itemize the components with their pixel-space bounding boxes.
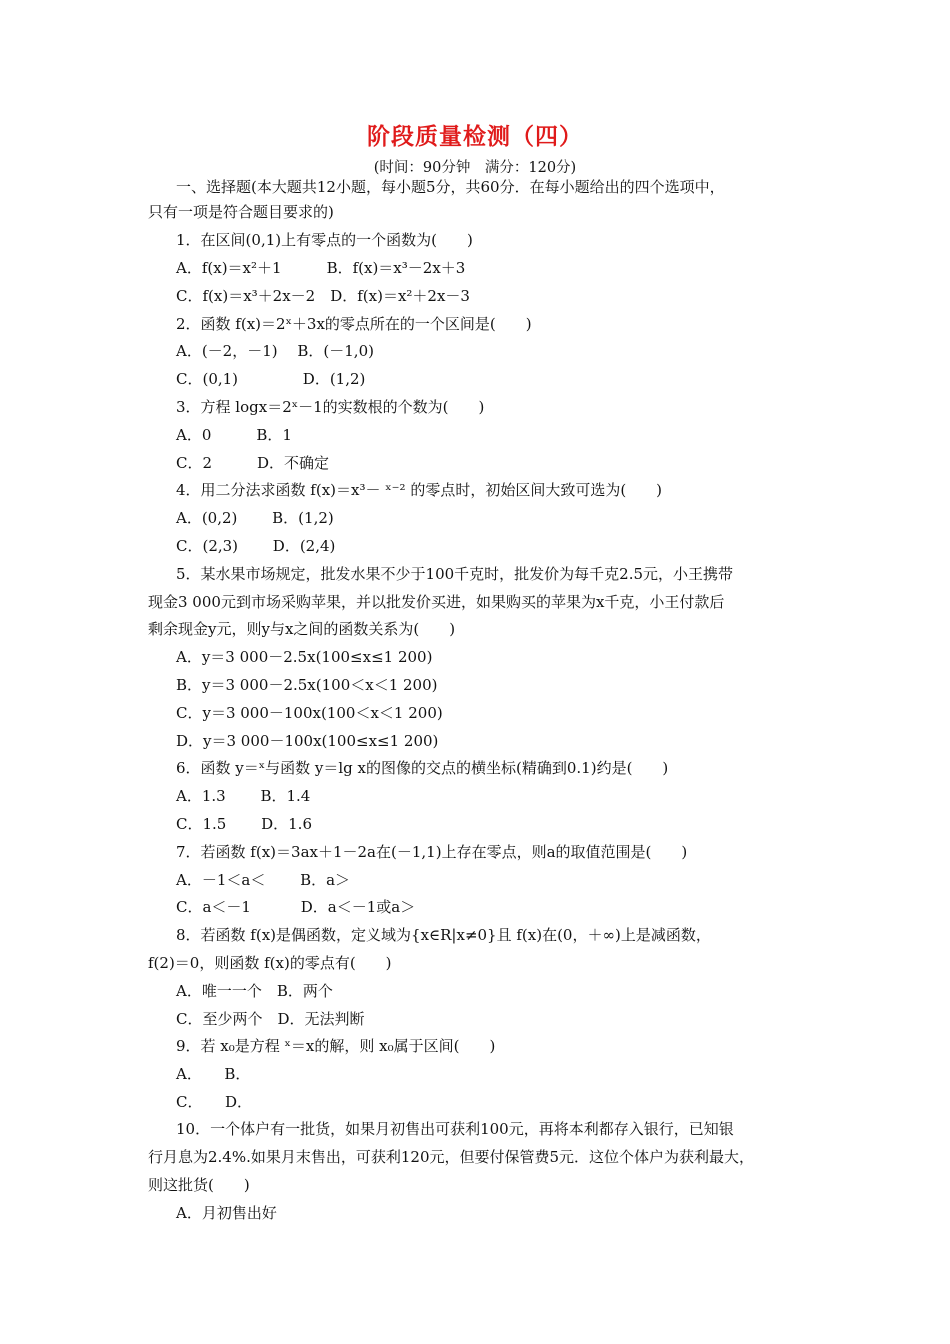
q5-option-a: A．y＝3 000－2.5x(100≤x≤1 200): [176, 648, 433, 666]
question-5: 5．某水果市场规定，批发水果不少于100千克时，批发价为每千克2.5元，小王携带: [176, 565, 734, 583]
page-title: 阶段质量检测（四）: [367, 123, 583, 150]
q1-options-cd: C．f(x)＝x³＋2x－2 D．f(x)＝x²＋2x－3: [176, 287, 470, 305]
q1-options-ab: A．f(x)＝x²＋1 B．f(x)＝x³－2x＋3: [176, 259, 466, 277]
q4-options-ab: A．(0,2) B．(1,2): [176, 509, 334, 527]
question-10: 10．一个体户有一批货，如果月初售出可获利100元，再将本利都存入银行，已知银: [176, 1120, 734, 1138]
question-2: 2．函数 f(x)＝2ˣ＋3x的零点所在的一个区间是( ): [176, 315, 532, 333]
question-5-cont-1: 现金3 000元到市场采购苹果，并以批发价买进，如果购买的苹果为x千克，小王付款后: [148, 593, 725, 611]
question-8-cont: f(2)＝0，则函数 f(x)的零点有( ): [148, 954, 392, 972]
question-7: 7．若函数 f(x)＝3ax＋1－2a在(－1,1)上存在零点，则a的取值范围是( ): [176, 843, 688, 861]
q5-option-b: B．y＝3 000－2.5x(100＜x＜1 200): [176, 676, 438, 694]
q8-options-cd: C．至少两个 D．无法判断: [176, 1010, 365, 1028]
q5-option-c: C．y＝3 000－100x(100＜x＜1 200): [176, 704, 443, 722]
q6-options-cd: C．1.5 D．1.6: [176, 815, 312, 833]
q3-options-cd: C．2 D．不确定: [176, 454, 330, 472]
section-heading: 一、选择题(本大题共12小题，每小题5分，共60分．在每小题给出的四个选项中，: [176, 178, 725, 196]
exam-info: (时间：90分钟 满分：120分): [373, 160, 577, 176]
q2-options-cd: C．(0,1) D．(1,2): [176, 370, 366, 388]
question-9: 9．若 x₀是方程 ˣ＝x的解，则 x₀属于区间( ): [176, 1037, 496, 1055]
question-10-cont-2: 则这批货( ): [148, 1176, 250, 1194]
q7-options-cd: C．a＜－1 D．a＜－1或a＞: [176, 898, 416, 916]
question-10-cont-1: 行月息为2.4%.如果月末售出，可获利120元，但要付保管费5元．这位个体户为获利最大，: [148, 1148, 755, 1166]
q9-options-ab: A． B．: [176, 1065, 251, 1083]
question-4: 4．用二分法求函数 f(x)＝x³－ ˣ⁻² 的零点时，初始区间大致可选为( ): [176, 481, 663, 499]
q9-options-cd: C． D．: [176, 1093, 253, 1111]
q6-options-ab: A．1.3 B．1.4: [176, 787, 311, 805]
q10-option-a: A．月初售出好: [176, 1204, 277, 1222]
section-heading-cont: 只有一项是符合题目要求的): [148, 203, 334, 221]
q3-options-ab: A．0 B．1: [176, 426, 292, 444]
question-3: 3．方程 logx＝2ˣ－1的实数根的个数为( ): [176, 398, 485, 416]
question-8: 8．若函数 f(x)是偶函数，定义域为{x∈R|x≠0}且 f(x)在(0，＋∞)上是减函数，: [176, 926, 711, 944]
question-5-cont-2: 剩余现金y元，则y与x之间的函数关系为( ): [148, 620, 456, 638]
q8-options-ab: A．唯一一个 B．两个: [176, 982, 333, 1000]
q7-options-ab: A．－1＜a＜ B．a＞: [176, 871, 351, 889]
q4-options-cd: C．(2,3) D．(2,4): [176, 537, 336, 555]
question-1: 1．在区间(0,1)上有零点的一个函数为( ): [176, 231, 473, 249]
q2-options-ab: A．(－2，－1) B．(－1,0): [176, 342, 374, 360]
question-6: 6．函数 y＝ˣ与函数 y＝lg x的图像的交点的横坐标(精确到0.1)约是( ): [176, 759, 669, 777]
q5-option-d: D．y＝3 000－100x(100≤x≤1 200): [176, 732, 439, 750]
